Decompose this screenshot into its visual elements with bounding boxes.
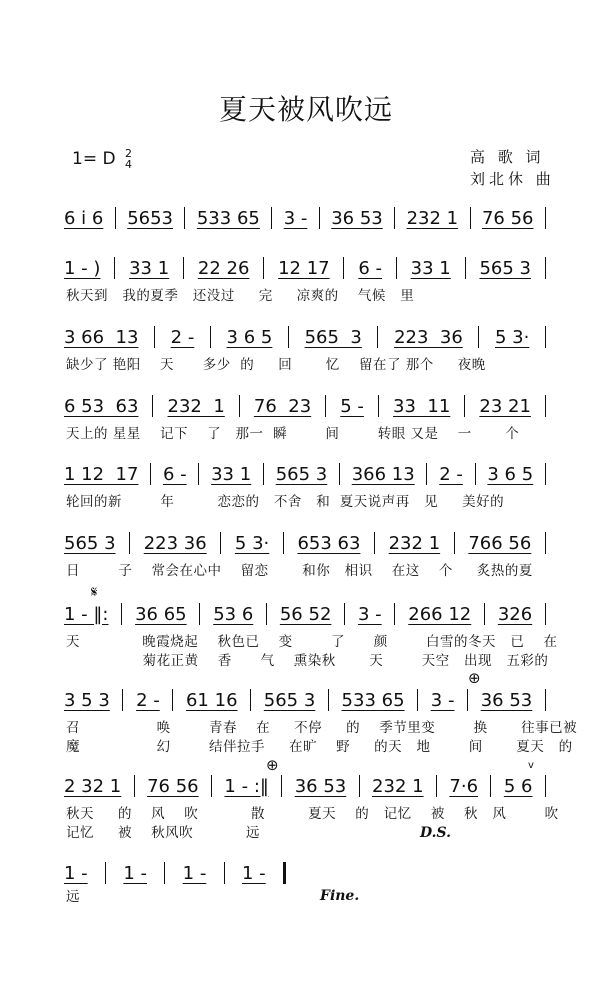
staff-line [64, 462, 546, 486]
measure: 1 - [123, 862, 147, 884]
measure: 33 11 [393, 395, 451, 417]
measure: 366 13 [351, 463, 415, 485]
lyrics-line: 远 [66, 889, 80, 905]
measure: 3 - [430, 689, 455, 711]
staff-line [64, 602, 546, 626]
staff-line [64, 325, 546, 349]
barline [475, 463, 476, 485]
barline [122, 689, 123, 711]
barline [359, 775, 360, 797]
staff-line [64, 531, 546, 555]
measure: 1 - [64, 862, 88, 884]
barline [394, 207, 395, 229]
measure: 266 12 [408, 603, 472, 625]
measure: 232 1 [388, 532, 441, 554]
barline [319, 207, 320, 229]
measure: 76 56 [147, 775, 199, 797]
barline [114, 257, 115, 279]
measure: 3 66 13 [64, 326, 139, 348]
breath-mark: v [528, 760, 534, 771]
measure: 6 - [162, 463, 187, 485]
barline [220, 532, 221, 554]
measure: 3 6 5 [487, 463, 534, 485]
measure: 3 - [283, 207, 308, 229]
lyrics-line: 秋天 的 风 吹 散 夏天 的 记忆 被 秋 风 吹 [66, 806, 559, 822]
barline [545, 603, 546, 625]
barline [115, 207, 116, 229]
barline [454, 532, 455, 554]
lyrics-line: 天上的 星星 记下 了 那一 瞬 间 转眼 又是 一 个 [66, 426, 520, 442]
measure: 232 1 [167, 395, 225, 417]
staff-line [64, 861, 286, 885]
barline [465, 257, 466, 279]
barline [271, 207, 272, 229]
key-label: 1= D [72, 149, 116, 169]
measure: 7·6 [449, 775, 479, 797]
barline [325, 395, 326, 417]
barline [396, 257, 397, 279]
barline [210, 326, 211, 348]
barline [184, 207, 185, 229]
measure: 766 56 [468, 532, 532, 554]
measure: 36 53 [294, 775, 347, 797]
measure: 2 32 1 [64, 775, 122, 797]
lyrics-line: 记忆 被 秋风吹 远 [66, 825, 270, 841]
lyrics-line: 缺少了 艳阳 天 多少 的 回 忆 留在了 那个 夜晚 [66, 357, 486, 373]
coda-sign-2: ⊕ [266, 756, 279, 774]
song-title: 夏天被风吹远 [218, 93, 393, 126]
barline [283, 862, 286, 884]
barline [198, 463, 199, 485]
barline [105, 862, 106, 884]
measure: 1 - [241, 862, 266, 884]
staff-line [64, 256, 546, 280]
time-signature [125, 148, 132, 170]
coda-sign: ⊕ [468, 669, 481, 687]
barline [154, 326, 155, 348]
barline [545, 463, 546, 485]
measure: 33 1 [410, 257, 451, 279]
barline [545, 532, 546, 554]
measure: 653 63 [297, 532, 361, 554]
lyrics-line: 召 唤 青春 在 不停 的 季节里变 换 往事已被 [66, 720, 578, 736]
measure: 5653 [127, 207, 174, 229]
barline [377, 326, 378, 348]
measure: 1 - [182, 862, 207, 884]
measure: 3 - [357, 603, 382, 625]
barline [288, 326, 289, 348]
measure: 5 3· [234, 532, 270, 554]
measure: 12 17 [278, 257, 330, 279]
measure: 5 3· [495, 326, 530, 348]
barline [343, 257, 344, 279]
barline [545, 395, 546, 417]
measure: 6 53 63 [64, 395, 139, 417]
key-signature [72, 148, 132, 170]
barline [374, 532, 375, 554]
barline [224, 862, 225, 884]
lyrics-line: 魔 幻 结伴拉手 在旷 野 的天 地 间 夏天 的 [66, 739, 573, 755]
measure: 5 6 [503, 775, 533, 797]
measure: 1 - ‖: [64, 603, 109, 625]
barline [378, 395, 379, 417]
measure: 565 3 [263, 689, 316, 711]
barline [199, 603, 200, 625]
staff-line [64, 206, 546, 230]
measure: 5 - [340, 395, 364, 417]
measure: 533 65 [341, 689, 405, 711]
barline [266, 603, 267, 625]
lyrics-line: 秋天到 我的夏季 还没过 完 凉爽的 气候 里 [66, 288, 415, 304]
measure: 76 23 [253, 395, 312, 417]
measure: 61 16 [185, 689, 238, 711]
barline [545, 326, 546, 348]
staff-line [64, 774, 546, 798]
barline [250, 689, 251, 711]
barline [152, 395, 153, 417]
measure: 36 65 [135, 603, 187, 625]
barline [545, 775, 546, 797]
barline [129, 532, 130, 554]
measure: 36 53 [331, 207, 383, 229]
measure: 33 1 [129, 257, 170, 279]
staff-line [64, 394, 546, 418]
measure: 2 - [170, 326, 195, 348]
measure: 565 3 [479, 257, 531, 279]
measure: 223 36 [143, 532, 207, 554]
measure: 232 1 [406, 207, 459, 229]
barline [263, 463, 264, 485]
lyricist-credit: 高 歌 词 [470, 148, 545, 166]
barline [211, 775, 212, 797]
measure: 53 6 [213, 603, 254, 625]
lyrics-line: 菊花正黄 香 气 熏染秋 天 天空 出现 五彩的 [66, 653, 549, 669]
barline [470, 207, 471, 229]
measure: 3 6 5 [226, 326, 273, 348]
time-numerator: 2 [124, 147, 132, 160]
measure: 6 i 6 [64, 207, 104, 229]
fine-mark: Fine. [320, 888, 360, 904]
measure: 565 3 [64, 532, 116, 554]
barline [490, 775, 491, 797]
barline [134, 775, 135, 797]
measure: 23 21 [479, 395, 531, 417]
measure: 3 5 3 [64, 689, 110, 711]
lyrics-line: 日 子 常会在心中 留恋 和你 相识 在这 个 炙热的夏 [66, 563, 533, 579]
barline [281, 775, 282, 797]
barline [263, 257, 264, 279]
measure: 36 53 [480, 689, 533, 711]
measure: 2 - [439, 463, 463, 485]
barline [478, 326, 479, 348]
barline [150, 463, 151, 485]
measure: 56 52 [279, 603, 332, 625]
barline [239, 395, 240, 417]
measure: 22 26 [197, 257, 250, 279]
lyrics-line: 轮回的新 年 恋恋的 不舍 和 夏天说声再 见 美好的 [66, 494, 505, 510]
staff-line [64, 688, 546, 712]
measure: 326 [497, 603, 533, 625]
barline [394, 603, 395, 625]
measure: 565 3 [304, 326, 362, 348]
barline [436, 775, 437, 797]
ds-mark: D.S. [420, 825, 452, 841]
barline [344, 603, 345, 625]
barline [183, 257, 184, 279]
barline [339, 463, 340, 485]
barline [417, 689, 418, 711]
lyrics-line: 天 晚霞烧起 秋色已 变 了 颜 白雪的冬天 已 在 [66, 634, 558, 650]
barline [121, 603, 122, 625]
barline [164, 862, 165, 884]
barline [328, 689, 329, 711]
measure: 232 1 [372, 775, 424, 797]
time-denominator: 4 [124, 158, 132, 171]
measure: 33 1 [211, 463, 252, 485]
barline [545, 689, 546, 711]
composer-credit: 刘北休 曲 [470, 170, 555, 188]
measure: 533 65 [196, 207, 260, 229]
barline [467, 689, 468, 711]
barline [545, 257, 546, 279]
measure: 6 - [358, 257, 382, 279]
measure: 223 36 [394, 326, 463, 348]
barline [172, 689, 173, 711]
measure: 2 - [136, 689, 160, 711]
measure: 565 3 [275, 463, 328, 485]
measure: 76 56 [481, 207, 534, 229]
measure: 1 - :‖ [224, 775, 269, 797]
measure: 1 12 17 [64, 463, 139, 485]
barline [426, 463, 427, 485]
segno-sign: 𝄋 [91, 583, 98, 601]
barline [484, 603, 485, 625]
barline [545, 207, 546, 229]
measure: 1 - ) [64, 257, 101, 279]
barline [464, 395, 465, 417]
barline [283, 532, 284, 554]
